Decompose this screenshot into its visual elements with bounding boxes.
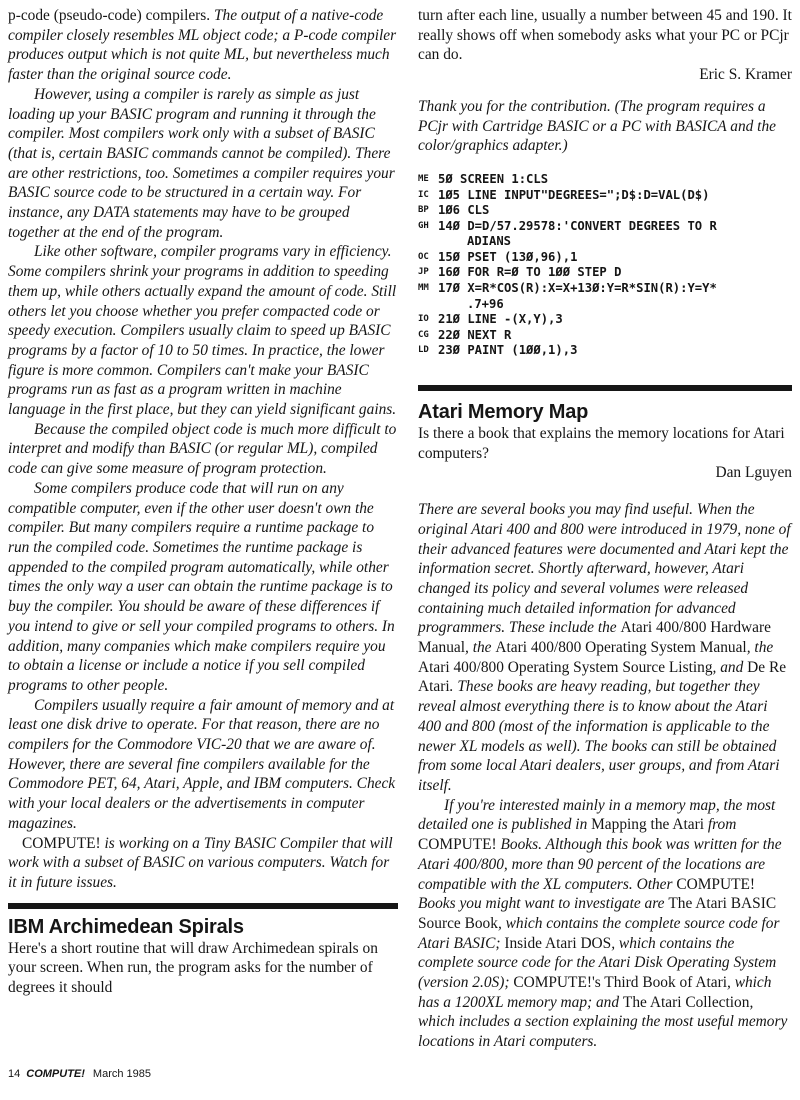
right-column bbox=[418, 6, 792, 1052]
page-footer bbox=[8, 1068, 151, 1080]
line-checksum bbox=[418, 297, 438, 313]
listing-line bbox=[418, 281, 792, 297]
reply-spirals: Thank you for the contribution. (The program requires a PCjr with Cartridge BASIC or a PC with BASICA and the color/graphics adapter.) bbox=[418, 97, 776, 155]
paragraph-runtime-package: Some compilers produce code that will run on any compatible computer, even if the other user doesn't own the compiler. But many compilers require a runtime package to run the compiled code. Sometimes the runtime package is appended to the compiled program automatically, while other times the only way a user can obtain the runtime package is to buy the compiler. You should be aware of these differences if you intend to give or sell your compiled programs to others. In addition, many companies which make compilers require you to obtain a license or include a notice if you sell compiled programs to other people. bbox=[8, 479, 395, 694]
line-code: 23Ø PAINT (1ØØ,1),3 bbox=[438, 343, 578, 358]
listing-line bbox=[418, 343, 792, 359]
line-checksum: IC bbox=[418, 189, 429, 200]
line-checksum: JP bbox=[418, 267, 429, 278]
paragraph-tiny-basic-compiler: COMPUTE! is working on a Tiny BASIC Compiler that will work with a subset of BASIC on various computers. Watch for it in future issues. bbox=[8, 834, 393, 891]
listing-line bbox=[418, 188, 792, 204]
line-code: 15Ø PSET (13Ø,96),1 bbox=[438, 249, 578, 264]
line-checksum: MM bbox=[418, 283, 429, 294]
atari-memory-map-heading: Atari Memory Map bbox=[418, 401, 589, 424]
line-checksum bbox=[418, 234, 438, 250]
listing-line bbox=[418, 172, 792, 188]
ibm-spirals-question: Here's a short routine that will draw Archimedean spirals on your screen. When run, the program asks for the number of degrees it should bbox=[8, 939, 378, 997]
line-code: 1Ø6 CLS bbox=[438, 203, 490, 218]
listing-line bbox=[418, 265, 792, 281]
signature-kramer: Eric S. Kramer bbox=[699, 66, 792, 84]
listing-line bbox=[418, 203, 792, 219]
paragraph-compiler-efficiency: Like other software, compiler programs vary in efficiency. Some compilers shrink your programs in addition to speeding them up, while others actually expand the amount of code. Still others let you choose whether you prefer compacted code or speedy execution. Compilers usually claim to speed up BASIC programs by a factor of 10 to 50 times. In practice, the lower figure is more common. Compilers can't make your BASIC programs run as fast as a program written in machine language in the first place, but they can yield significant gains. bbox=[8, 243, 397, 419]
line-code: ADIANS bbox=[467, 234, 512, 249]
listing-line bbox=[418, 219, 792, 235]
listing-line bbox=[418, 312, 792, 328]
line-checksum: CG bbox=[418, 329, 429, 340]
line-code: 17Ø X=R*COS(R):X=X+13Ø:Y=R*SIN(R):Y=Y* bbox=[438, 281, 717, 296]
line-code: .7+96 bbox=[467, 296, 504, 311]
listing-line bbox=[418, 250, 792, 266]
answer-memory-map-books: If you're interested mainly in a memory map, the most detailed one is published in Mapping the Atari from COMPUTE! Books. Although this book was written for the Atari 400/800, more than 90 percent of the locations are compatible with the XL computers. Other COMPUTE! Books you might want to investigate are The Atari BASIC Source Book, which contains the complete source code for Atari BASIC; Inside Atari DOS, which contains the complete source code for the Atari Disk Operating System (version 2.0S); COMPUTE!'s Third Book of Atari, which has a 1200XL memory map; and The Atari Collection, which includes a section explaining the most useful memory locations in Atari computers. bbox=[418, 796, 788, 1051]
paragraph-compiler-restrictions: However, using a compiler is rarely as simple as just loading up your BASIC program and running it through the compiler. Most compilers work only with a subset of BASIC (that is, certain BASIC commands cannot be compiled). There are other restrictions, too. Sometimes a compiler requires your BASIC source code to be structured in a certain way. For instance, any DATA statements may have to be grouped together at the end of the program. bbox=[8, 85, 395, 241]
page-number: 14 bbox=[8, 1068, 21, 1080]
ibm-spirals-question-continued: turn after each line, usually a number between 45 and 190. It really shows off when somebody asks what your PC or PCjr can do. bbox=[418, 7, 792, 64]
line-code: 16Ø FOR R=Ø TO 1ØØ STEP D bbox=[438, 265, 622, 280]
listing-line bbox=[418, 328, 792, 344]
issue-date: March 1985 bbox=[92, 1068, 152, 1080]
line-code: 22Ø NEXT R bbox=[438, 327, 512, 342]
paragraph-compiler-types: p-code (pseudo-code) compilers. The output of a native-code compiler closely resembles ML object code; a P-code compiler produces output which is not quite ML, but nevertheless much faster than the original source code. bbox=[8, 7, 397, 84]
line-checksum: IO bbox=[418, 314, 429, 325]
paragraph-memory-requirements: Compilers usually require a fair amount of memory and at least one disk drive to operate. For that reason, there are no compilers for the Commodore VIC-20 that we are aware of. However, there are several fine compilers available for the Commodore PET, 64, Atari, Apple, and IBM computers. Check with your local dealers or the advertisements in computer magazines. bbox=[8, 696, 396, 832]
atari-question: Is there a book that explains the memory locations for Atari computers? bbox=[418, 425, 785, 462]
line-checksum: LD bbox=[418, 345, 429, 356]
section-divider bbox=[418, 385, 792, 391]
line-checksum: ME bbox=[418, 173, 429, 184]
section-divider bbox=[8, 903, 398, 909]
answer-atari-books: There are several books you may find useful. When the original Atari 400 and 800 were introduced in 1979, none of their advanced features were documented and Atari kept the information secret. Shortly afterward, however, Atari changed its policy and several volumes were released containing much detailed information for advanced programmers. These include the Atari 400/800 Hardware Manual, the Atari 400/800 Operating System Manual, the Atari 400/800 Operating System Source Listing, and De Re Atari. These books are heavy reading, but together they reveal almost everything there is to know about the Atari 400 and 800 (most of the information is applicable to the newer XL models as well). The books can still be obtained from some local Atari dealers, user groups, and from Atari itself. bbox=[418, 501, 791, 794]
line-checksum: GH bbox=[418, 220, 429, 231]
paragraph-program-protection: Because the compiled object code is much more difficult to interpret and modify than BASIC (or regular ML), compiled code can give some measure of program protection. bbox=[8, 420, 397, 478]
left-column bbox=[8, 6, 398, 998]
line-code: 5Ø SCREEN 1:CLS bbox=[438, 171, 549, 186]
line-code: 21Ø LINE -(X,Y),3 bbox=[438, 312, 563, 327]
basic-program-listing bbox=[418, 172, 792, 359]
line-code: 14Ø D=D/57.29578:'CONVERT DEGREES TO R bbox=[438, 218, 717, 233]
line-code: 1Ø5 LINE INPUT"DEGREES=";D$:D=VAL(D$) bbox=[438, 187, 710, 202]
line-checksum: BP bbox=[418, 205, 429, 216]
listing-line bbox=[418, 297, 792, 313]
signature-lguyen: Dan Lguyen bbox=[715, 464, 792, 482]
magazine-name: COMPUTE! bbox=[26, 1068, 85, 1080]
listing-line bbox=[418, 234, 792, 250]
line-checksum: OC bbox=[418, 251, 429, 262]
ibm-spirals-heading: IBM Archimedean Spirals bbox=[8, 915, 244, 938]
